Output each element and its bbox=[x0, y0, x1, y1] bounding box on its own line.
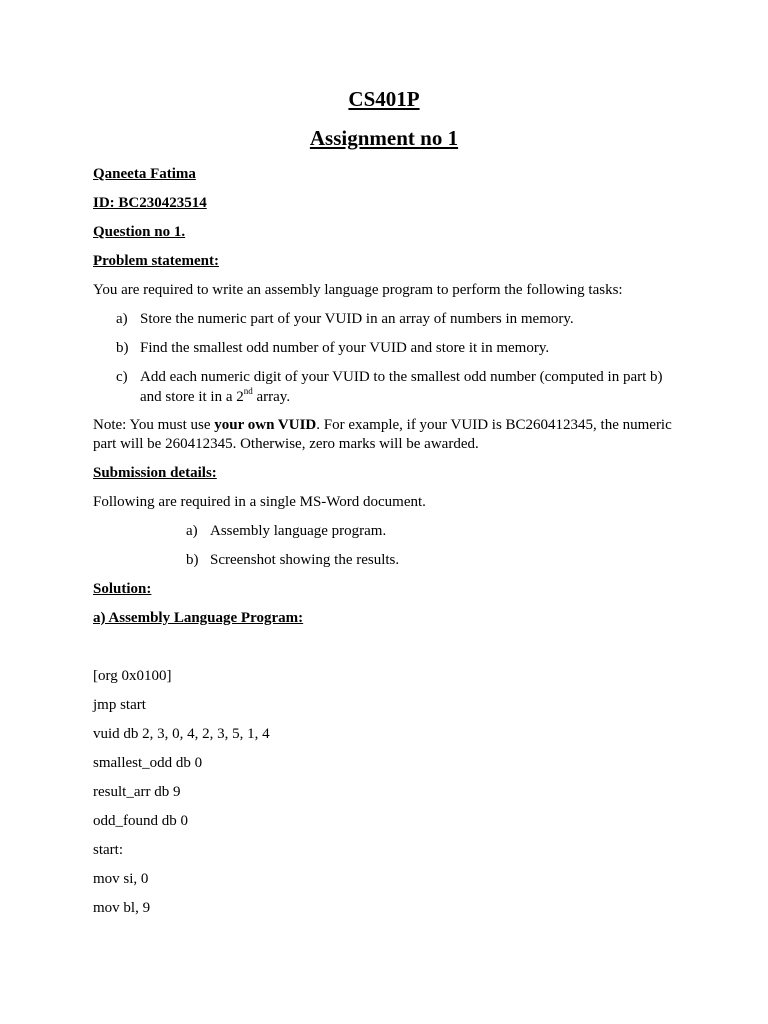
submission-intro: Following are required in a single MS-Word document. bbox=[93, 494, 426, 510]
code-line: result_arr db 9 bbox=[93, 784, 181, 800]
note-emphasis: your own VUID bbox=[214, 417, 317, 433]
submission-heading: Submission details: bbox=[93, 465, 217, 481]
course-code-title: CS401P bbox=[348, 87, 420, 111]
student-id: ID: BC230423514 bbox=[93, 195, 207, 211]
task-text bbox=[140, 367, 670, 407]
code-line: jmp start bbox=[93, 697, 146, 713]
vuid-note bbox=[93, 416, 673, 454]
code-line: smallest_odd db 0 bbox=[93, 755, 203, 771]
code-line: [org 0x0100] bbox=[93, 668, 172, 684]
question-label: Question no 1. bbox=[93, 224, 186, 240]
ordinal-superscript: nd bbox=[243, 386, 253, 396]
task-text: Find the smallest odd number of your VUID and store it in memory. bbox=[140, 340, 550, 356]
code-line: mov bl, 9 bbox=[93, 900, 151, 916]
note-text: . For example, if your VUID is BC260412345, the numeric part will be 260412345. Otherwise, zero marks will be awarded. bbox=[93, 417, 672, 452]
task-text-part: Add each numeric digit of your VUID to the smallest odd number (computed in part b) and store it in a 2 bbox=[140, 369, 663, 405]
note-text: Note: You must use bbox=[93, 417, 215, 433]
assignment-title: Assignment no 1 bbox=[309, 126, 459, 150]
submission-text: Screenshot showing the results. bbox=[210, 552, 400, 568]
task-marker: a) bbox=[116, 311, 128, 327]
code-line: start: bbox=[93, 842, 123, 858]
solution-heading: Solution: bbox=[93, 581, 152, 597]
student-name: Qaneeta Fatima bbox=[93, 166, 196, 182]
code-line: vuid db 2, 3, 0, 4, 2, 3, 5, 1, 4 bbox=[93, 726, 270, 742]
task-marker: b) bbox=[116, 340, 129, 356]
solution-subheading: a) Assembly Language Program: bbox=[93, 610, 304, 626]
submission-text: Assembly language program. bbox=[210, 523, 387, 539]
submission-marker: a) bbox=[186, 523, 198, 539]
submission-marker: b) bbox=[186, 552, 199, 568]
problem-statement-heading: Problem statement: bbox=[93, 253, 219, 269]
problem-intro: You are required to write an assembly language program to perform the following tasks: bbox=[93, 282, 623, 298]
task-marker: c) bbox=[116, 369, 128, 385]
task-text: Store the numeric part of your VUID in an array of numbers in memory. bbox=[140, 311, 574, 327]
task-text-part: array. bbox=[252, 389, 291, 405]
code-line: mov si, 0 bbox=[93, 871, 149, 887]
code-line: odd_found db 0 bbox=[93, 813, 188, 829]
